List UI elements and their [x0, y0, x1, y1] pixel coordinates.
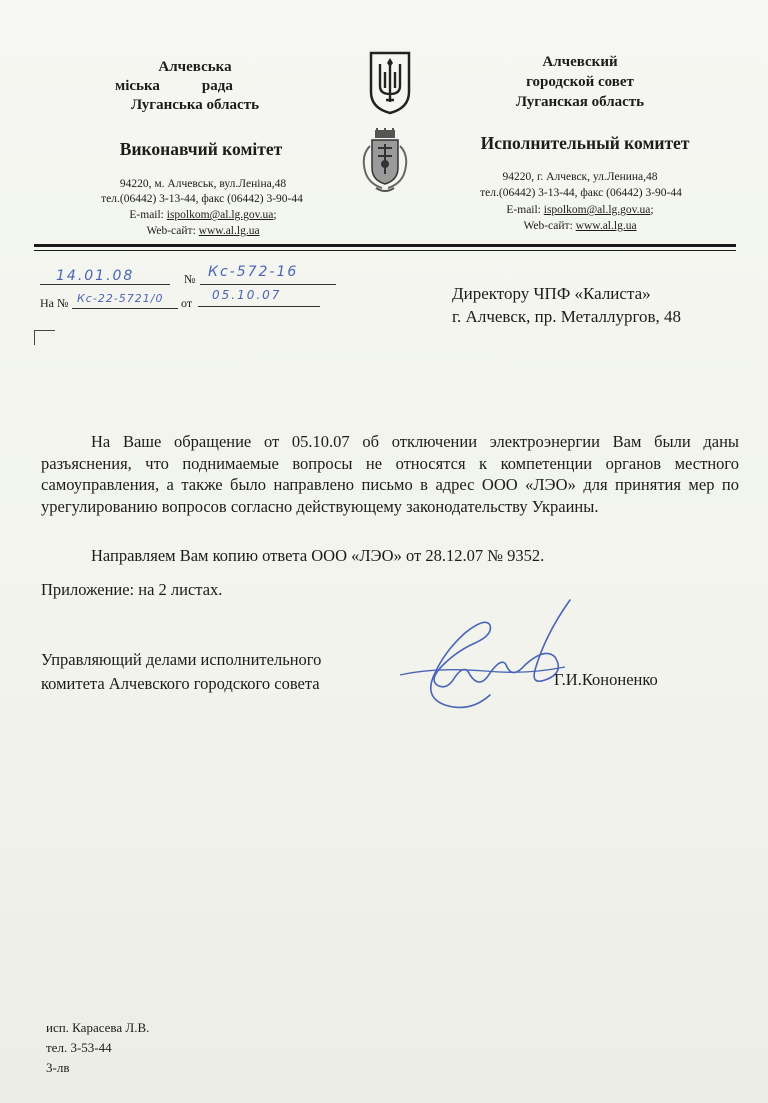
reply-date-line	[198, 306, 320, 307]
executor-phone: тел. 3-53-44	[46, 1040, 112, 1055]
header-left-line2	[115, 77, 305, 96]
outgoing-number: Кс-572-16	[208, 264, 299, 280]
trident-coat-of-arms-icon	[368, 50, 412, 116]
header-rule-thin	[34, 250, 736, 251]
outgoing-number-line	[200, 284, 336, 285]
header-right-line3: Луганская область	[515, 94, 645, 110]
header-right-phone: тел.(06442) 3-13-44, факс (06442) 3-90-44	[480, 187, 682, 199]
header-left-email-tail: ;	[273, 209, 277, 221]
header-left-email-line	[58, 208, 348, 223]
header-left-email-label: E-mail:	[129, 209, 164, 221]
header-rule-thick	[34, 244, 736, 247]
header-left-line2b: рада	[201, 78, 233, 94]
attachment-note: Приложение: на 2 листах.	[41, 580, 223, 599]
addressee-line1: Директору ЧПФ «Калиста»	[452, 284, 651, 303]
header-right-web-link[interactable]: www.al.lg.ua	[575, 220, 637, 232]
executor-name: исп. Карасева Л.В.	[46, 1020, 150, 1035]
reply-date: 05.10.07	[212, 288, 282, 302]
header-right-email-label: E-mail:	[506, 204, 541, 216]
reply-number-line	[72, 308, 178, 309]
header-right-committee: Исполнительный комитет	[480, 133, 690, 153]
signer-title-line2: комитета Алчевского городского совета	[41, 674, 320, 693]
header-left-line3: Луганська область	[130, 97, 259, 113]
header-right-web-line	[440, 219, 720, 234]
header-left-email-link[interactable]: ispolkom@al.lg.gov.ua	[166, 209, 274, 221]
reply-from-label: от	[181, 296, 193, 310]
signer-name: Г.И.Кононенко	[554, 670, 658, 689]
header-left-committee: Виконавчий комітет	[119, 139, 283, 159]
header-right-email-tail: ;	[650, 204, 654, 216]
header-left-line2a: міська	[115, 78, 160, 94]
document-code: 3-лв	[46, 1060, 70, 1075]
header-left-web-line	[58, 224, 348, 239]
body-paragraph-1: На Ваше обращение от 05.10.07 об отключении электроэнергии Вам были даны разъяснения, что поднимаемые вопросы не относятся к компетенции органов местного самоуправления, а также было направлено письмо в адрес ООО «ЛЭО» для принятия мер по урегулированию вопросов согласно действующему законодательству Украины.	[41, 432, 739, 516]
header-right-line2: городской совет	[526, 74, 634, 90]
outgoing-date: 14.01.08	[56, 268, 135, 284]
header-left-web-label: Web-сайт:	[146, 225, 196, 237]
header-right-email-line	[440, 203, 720, 218]
addressee-line2: г. Алчевск, пр. Металлургов, 48	[452, 307, 682, 326]
header-left-line1: Алчевська	[158, 59, 232, 75]
header-right-email-link[interactable]: ispolkom@al.lg.gov.ua	[543, 204, 651, 216]
header-right-line1: Алчевский	[542, 54, 618, 70]
header-right-web-label: Web-сайт:	[523, 220, 573, 232]
reply-number: Кс-22-5721/0	[77, 292, 164, 305]
header-left-phone: тел.(06442) 3-13-44, факс (06442) 3-90-44	[101, 193, 303, 205]
signer-title-line1: Управляющий делами исполнительного	[41, 650, 322, 669]
city-coat-of-arms-icon	[356, 128, 414, 194]
handwritten-signature	[395, 595, 575, 715]
address-corner-mark	[34, 330, 55, 345]
body-paragraph-2: Направляем Вам копию ответа ООО «ЛЭО» от 28.12.07 № 9352.	[91, 546, 545, 565]
header-right-address: 94220, г. Алчевск, ул.Ленина,48	[502, 171, 658, 183]
outgoing-date-line	[40, 284, 170, 285]
outgoing-number-label: №	[184, 272, 196, 286]
header-left-web-link[interactable]: www.al.lg.ua	[198, 225, 260, 237]
reply-number-label: На №	[40, 296, 69, 310]
header-left-address: 94220, м. Алчевськ, вул.Леніна,48	[119, 178, 287, 190]
